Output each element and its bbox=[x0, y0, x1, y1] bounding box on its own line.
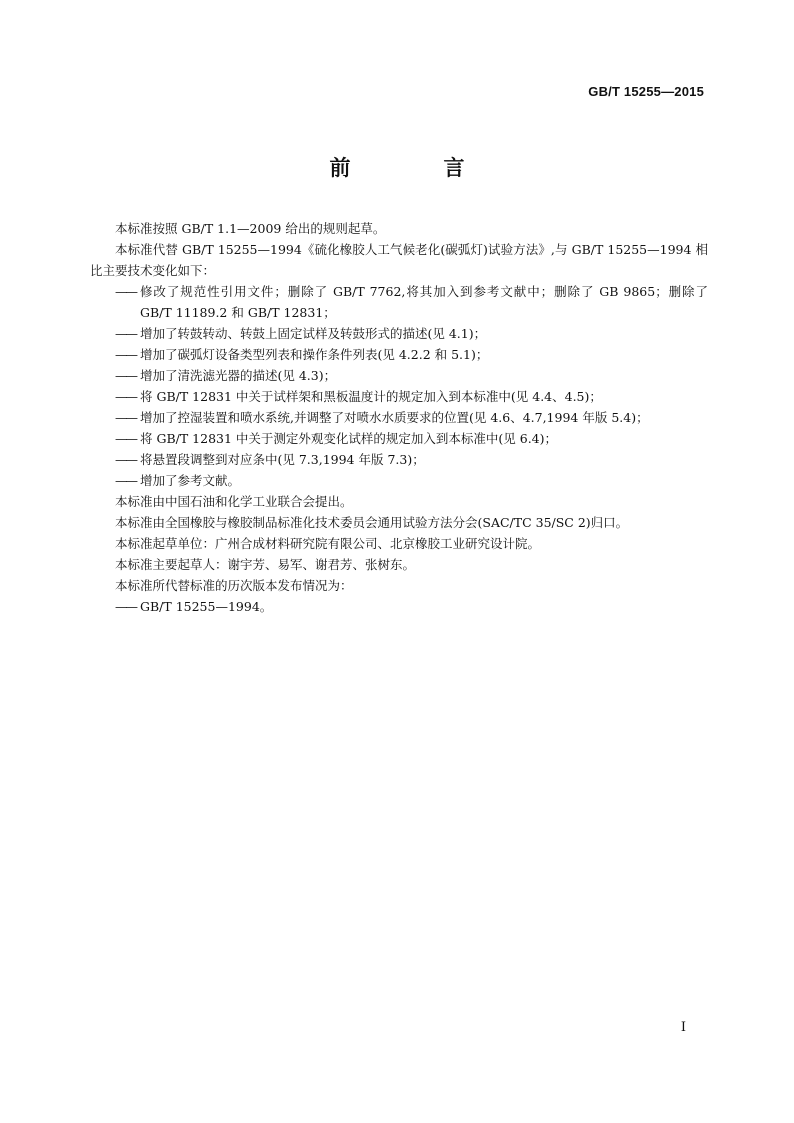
list-item-text: 修改了规范性引用文件；删除了 GB/T 7762,将其加入到参考文献中；删除了 GB 9865；删除了 GB/T 11189.2 和 GB/T 12831； bbox=[140, 284, 708, 320]
dash-marker: —— bbox=[115, 473, 136, 488]
list-item bbox=[90, 407, 708, 428]
dash-marker: —— bbox=[115, 410, 136, 425]
list-item bbox=[90, 449, 708, 470]
dash-marker: —— bbox=[115, 284, 136, 299]
list-item bbox=[90, 428, 708, 449]
list-item-text: 增加了转鼓转动、转鼓上固定试样及转鼓形式的描述(见 4.1)； bbox=[140, 326, 487, 341]
history-item-text: GB/T 15255—1994。 bbox=[140, 599, 273, 614]
paragraph-committee: 本标准由全国橡胶与橡胶制品标准化技术委员会通用试验方法分会(SAC/TC 35/SC 2)归口。 bbox=[115, 515, 629, 530]
list-item bbox=[90, 470, 708, 491]
paragraph-drafting-rule: 本标准按照 GB/T 1.1—2009 给出的规则起草。 bbox=[115, 221, 386, 236]
list-item-text: 增加了参考文献。 bbox=[140, 473, 241, 488]
paragraph-history-intro: 本标准所代替标准的历次版本发布情况为： bbox=[115, 578, 353, 593]
dash-marker: —— bbox=[115, 347, 136, 362]
page-title: 前 言 bbox=[329, 156, 501, 180]
paragraph-replacement: 本标准代替 GB/T 15255—1994《硫化橡胶人工气候老化(碳弧灯)试验方法》,与 GB/T 15255—1994 相比主要技术变化如下： bbox=[90, 242, 708, 278]
paragraph-drafters: 本标准主要起草人：谢宇芳、易军、谢君芳、张树东。 bbox=[115, 557, 416, 572]
list-item-text: 将悬置段调整到对应条中(见 7.3,1994 年版 7.3)； bbox=[140, 452, 425, 467]
dash-marker: —— bbox=[115, 452, 136, 467]
page-number: I bbox=[680, 1020, 686, 1035]
list-item bbox=[90, 323, 708, 344]
history-item bbox=[90, 596, 708, 617]
list-item-text: 增加了清洗滤光器的描述(见 4.3)； bbox=[140, 368, 337, 383]
foreword-body bbox=[90, 218, 708, 617]
list-item-text: 将 GB/T 12831 中关于测定外观变化试样的规定加入到本标准中(见 6.4)； bbox=[140, 431, 558, 446]
dash-marker: —— bbox=[115, 389, 136, 404]
changes-list bbox=[90, 281, 708, 491]
list-item-text: 将 GB/T 12831 中关于试样架和黑板温度计的规定加入到本标准中(见 4.4、4.5)； bbox=[140, 389, 602, 404]
list-item bbox=[90, 344, 708, 365]
paragraph-drafting-unit: 本标准起草单位：广州合成材料研究院有限公司、北京橡胶工业研究设计院。 bbox=[115, 536, 541, 551]
dash-marker: —— bbox=[115, 431, 136, 446]
dash-marker: —— bbox=[115, 368, 136, 383]
standard-code: GB/T 15255—2015 bbox=[588, 84, 704, 99]
dash-marker: —— bbox=[115, 326, 136, 341]
list-item bbox=[90, 386, 708, 407]
list-item bbox=[90, 365, 708, 386]
paragraph-proposer: 本标准由中国石油和化学工业联合会提出。 bbox=[115, 494, 353, 509]
list-item bbox=[90, 281, 708, 323]
list-item-text: 增加了碳弧灯设备类型列表和操作条件列表(见 4.2.2 和 5.1)； bbox=[140, 347, 489, 362]
list-item-text: 增加了控湿装置和喷水系统,并调整了对喷水水质要求的位置(见 4.6、4.7,1994 年版 5.4)； bbox=[140, 410, 649, 425]
dash-marker: —— bbox=[115, 599, 136, 614]
